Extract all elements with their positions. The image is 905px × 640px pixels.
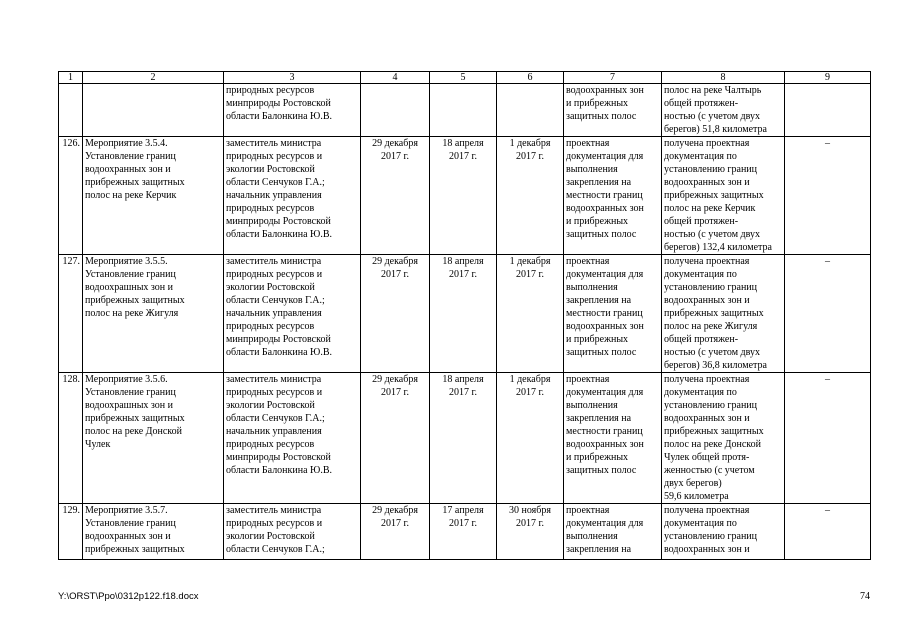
cell-text: полос на реке Чалтырь общей протяжен- ностью (с учетом двух берегов) 51,8 километра	[664, 85, 767, 135]
plan-cell	[564, 373, 662, 504]
column-number: 2	[83, 72, 224, 84]
column-number: 4	[361, 72, 430, 84]
cell-text: Мероприятие 3.5.4. Установление границ водоохранных зон и прибрежных защитных полос на реке Керчик	[85, 138, 185, 201]
date-cell	[361, 137, 430, 255]
cell-text: получена проектная документация по установлению границ водоохранных зон и прибрежных защитных полос на реке Керчик общей протяжен- ностью (с учетом двух берегов) 132,4 километра	[664, 138, 772, 253]
row-number: 126.	[59, 137, 83, 255]
cell-text: заместитель министра природных ресурсов и экологии Ростовской области Сенчуков Г.А.; начальник управления природных ресурсов минприроды Ростовской области Балонкина Ю.В.	[226, 256, 332, 358]
column-number: 9	[785, 72, 871, 84]
column-number-row	[59, 72, 871, 84]
cell-text: 18 апреля 2017 г.	[442, 138, 484, 162]
date-cell	[497, 255, 564, 373]
column-number: 8	[662, 72, 785, 84]
plan-cell	[564, 255, 662, 373]
column-number: 1	[59, 72, 83, 84]
cell-text: проектная документация для выполнения закрепления на местности границ водоохранных зон и прибрежных защитных полос	[566, 138, 644, 240]
event-cell	[83, 373, 224, 504]
cell-text: Мероприятие 3.5.7. Установление границ водоохранных зон и прибрежных защитных	[85, 505, 185, 555]
fact-cell	[662, 137, 785, 255]
event-cell	[83, 255, 224, 373]
page-number: 74	[860, 591, 870, 602]
note-cell: –	[785, 504, 871, 560]
cell-text: проектная документация для выполнения закрепления на	[566, 505, 644, 555]
cell-text: 17 апреля 2017 г.	[442, 505, 484, 529]
cell-text: проектная документация для выполнения закрепления на местности границ водоохранных зон и прибрежных защитных полос	[566, 374, 644, 476]
fact-cell	[662, 255, 785, 373]
date-cell	[430, 137, 497, 255]
cell-text: водоохранных зон и прибрежных защитных полос	[566, 85, 644, 122]
date-cell	[497, 137, 564, 255]
note-cell: –	[785, 255, 871, 373]
cell-text: 18 апреля 2017 г.	[442, 256, 484, 280]
cell-text: 1 декабря 2017 г.	[509, 138, 551, 162]
responsible-cell	[224, 373, 361, 504]
continuation-row	[59, 84, 871, 137]
row-number: 127.	[59, 255, 83, 373]
date-cell	[430, 504, 497, 560]
file-path: Y:\ORST\Ppo\0312p122.f18.docx	[58, 591, 199, 602]
date-cell	[361, 504, 430, 560]
table-cell	[59, 84, 83, 137]
table-row	[59, 504, 871, 560]
date-cell	[361, 373, 430, 504]
column-number: 7	[564, 72, 662, 84]
cell-text: заместитель министра природных ресурсов и экологии Ростовской области Сенчуков Г.А.; начальник управления природных ресурсов минприроды Ростовской области Балонкина Ю.В.	[226, 374, 332, 476]
event-cell	[83, 137, 224, 255]
responsible-cell	[224, 255, 361, 373]
responsible-cell	[224, 137, 361, 255]
date-cell	[497, 504, 564, 560]
table-cell	[430, 84, 497, 137]
event-cell	[83, 504, 224, 560]
plan-cell	[564, 504, 662, 560]
table-row	[59, 137, 871, 255]
cell-text: 29 декабря 2017 г.	[372, 505, 418, 529]
table-row	[59, 373, 871, 504]
table-cell	[785, 84, 871, 137]
cell-text: 1 декабря 2017 г.	[509, 256, 551, 280]
cell-text: 29 декабря 2017 г.	[372, 374, 418, 398]
cell-text: получена проектная документация по установлению границ водоохранных зон и прибрежных защитных полос на реке Донской Чулек общей протя- женностью (с учетом двух берегов) 59,6 километра	[664, 374, 764, 502]
cell-text: заместитель министра природных ресурсов и экологии Ростовской области Сенчуков Г.А.; начальник управления природных ресурсов минприроды Ростовской области Балонкина Ю.В.	[226, 138, 332, 240]
fact-cell	[662, 373, 785, 504]
cell-text: получена проектная документация по установлению границ водоохранных зон и	[664, 505, 758, 555]
cell-text: 30 ноября 2017 г.	[509, 505, 551, 529]
date-cell	[430, 373, 497, 504]
note-cell: –	[785, 373, 871, 504]
cell-text: получена проектная документация по установлению границ водоохранных зон и прибрежных защитных полос на реке Жигуля общей протяжен- ностью (с учетом двух берегов) 36,8 километра	[664, 256, 767, 371]
cell-text: 18 апреля 2017 г.	[442, 374, 484, 398]
table-cell	[497, 84, 564, 137]
fact-cell	[662, 84, 785, 137]
cell-text: 1 декабря 2017 г.	[509, 374, 551, 398]
plan-cell	[564, 137, 662, 255]
responsible-cell	[224, 84, 361, 137]
fact-cell	[662, 504, 785, 560]
cell-text: проектная документация для выполнения закрепления на местности границ водоохранных зон и прибрежных защитных полос	[566, 256, 644, 358]
cell-text: заместитель министра природных ресурсов и экологии Ростовской области Сенчуков Г.А.;	[226, 505, 325, 555]
note-cell: –	[785, 137, 871, 255]
date-cell	[361, 255, 430, 373]
table-row	[59, 255, 871, 373]
column-number: 3	[224, 72, 361, 84]
cell-text: Мероприятие 3.5.5. Установление границ водоохрашных зон и прибрежных защитных полос на реке Жигуля	[85, 256, 185, 319]
date-cell	[497, 373, 564, 504]
cell-text: 29 декабря 2017 г.	[372, 256, 418, 280]
row-number: 129.	[59, 504, 83, 560]
cell-text: природных ресурсов минприроды Ростовской области Балонкина Ю.В.	[226, 85, 332, 122]
responsible-cell	[224, 504, 361, 560]
plan-cell	[564, 84, 662, 137]
table-cell	[83, 84, 224, 137]
column-number: 5	[430, 72, 497, 84]
column-number: 6	[497, 72, 564, 84]
cell-text: 29 декабря 2017 г.	[372, 138, 418, 162]
table-cell	[361, 84, 430, 137]
cell-text: Мероприятие 3.5.6. Установление границ водоохрашных зон и прибрежных защитных полос на реке Донской Чулек	[85, 374, 185, 450]
row-number: 128.	[59, 373, 83, 504]
events-table	[58, 71, 871, 560]
date-cell	[430, 255, 497, 373]
